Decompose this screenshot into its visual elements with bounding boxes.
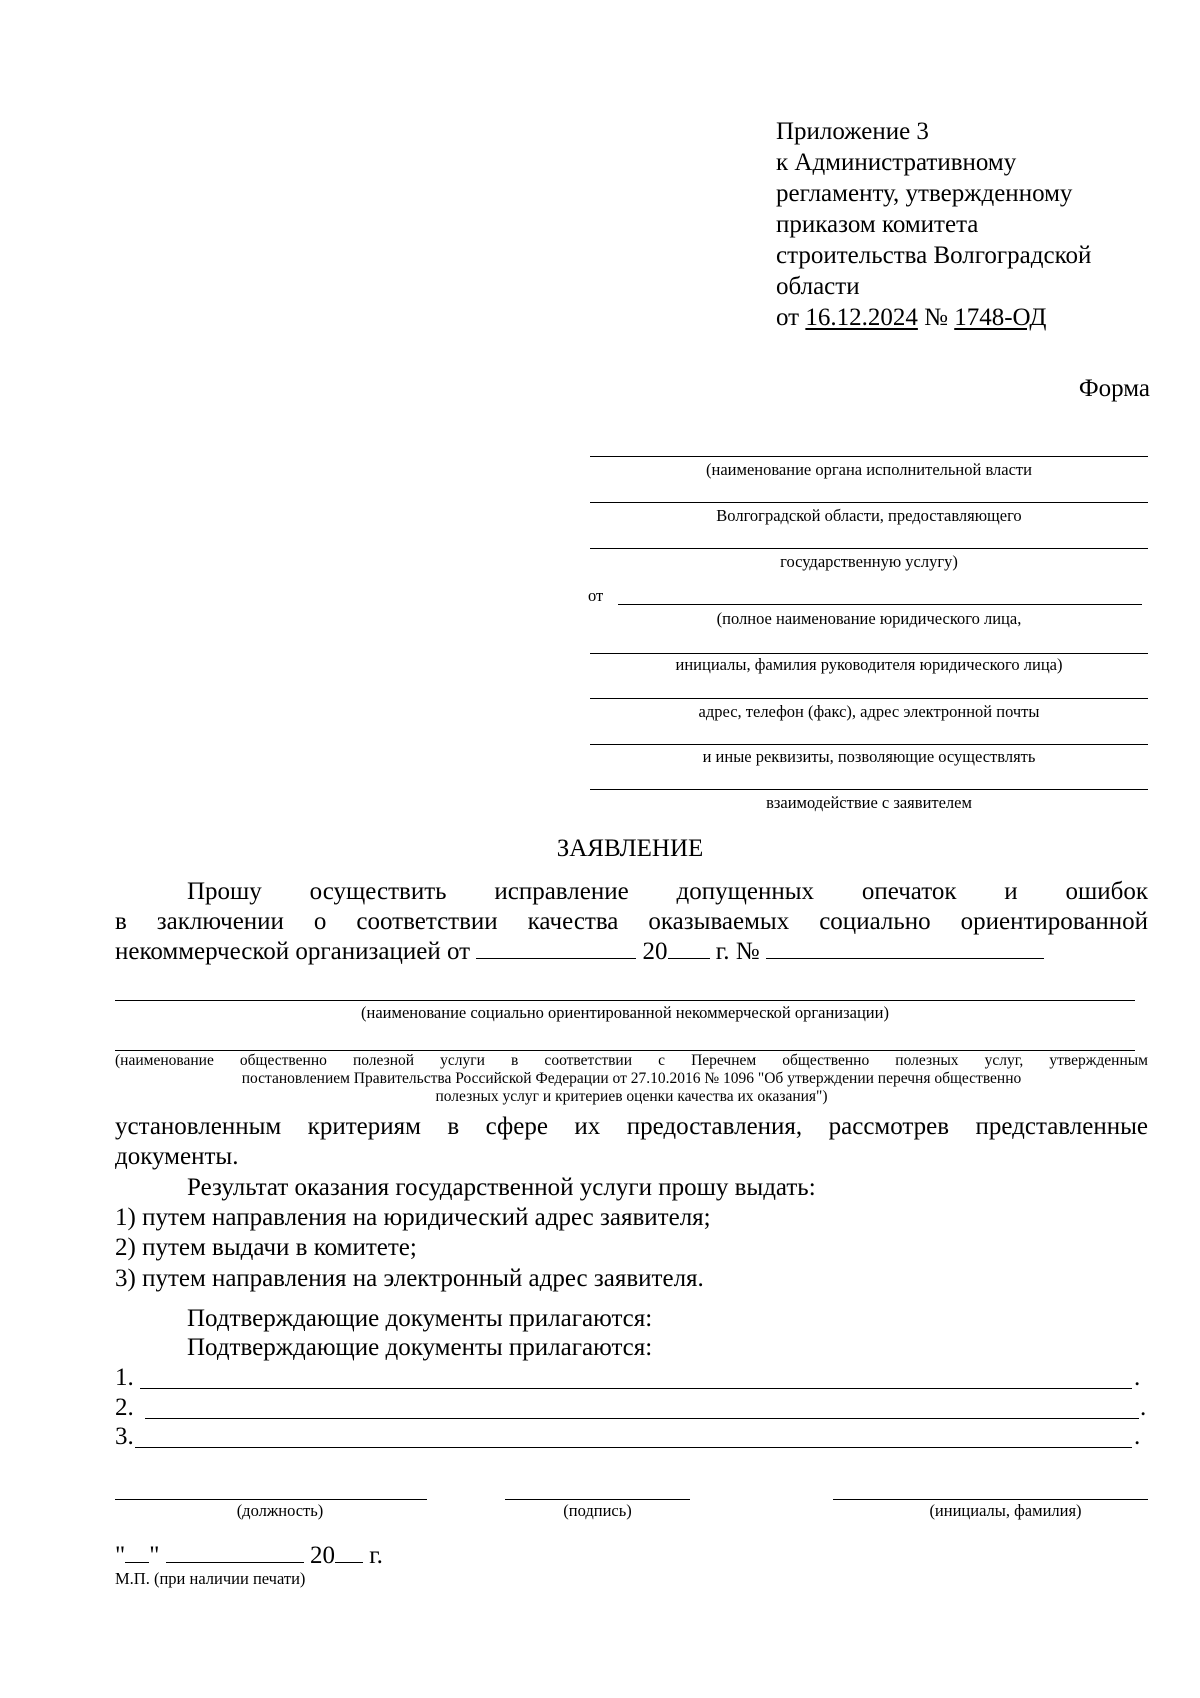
signature-caption: (подпись) [563,1501,632,1520]
addressee-from-label: от [588,586,604,605]
addressee-line [590,456,1148,457]
result-option: 3) путем направления на электронный адрес заявителя. [115,1265,704,1292]
addressee-line [590,789,1148,790]
body-text: некоммерческой организацией от [115,938,471,965]
docs-attached-heading: Подтверждающие документы прилагаются: [187,1305,653,1332]
month-blank[interactable] [166,1542,304,1563]
addressee-caption: Волгоградской области, предоставляющего [716,506,1022,525]
year-suffix: г. [369,1542,383,1569]
service-caption: (наименование общественно полезной услуги в соответствии с Перечнем общественно полезных услуг, утвержденным [115,1052,1148,1069]
doc-item-line[interactable] [135,1447,1132,1448]
service-caption: постановлением Правительства Российской Федерации от 27.10.2016 № 1096 "Об утверждении перечня общественно [241,1070,1022,1087]
result-option: 2) путем выдачи в комитете; [115,1234,417,1261]
org-name-caption: (наименование социально ориентированной некоммерческой организации) [361,1003,889,1022]
year-prefix: 20 [309,1542,335,1569]
appendix-date-line [776,302,1176,333]
signature-line[interactable] [505,1499,690,1500]
body-line: установленным критериям в сфере их предоставления, рассмотрев представленные [115,1113,1148,1140]
appendix-line: приказом комитета [776,211,979,238]
doc-item-line[interactable] [145,1418,1139,1419]
body-line: Прошу осуществить исправление допущенных опечаток и ошибок [187,878,1148,905]
doc-item-number: 2. [115,1394,134,1421]
addressee-caption: (полное наименование юридического лица, [716,609,1022,628]
appendix-line: к Административному [776,149,1017,176]
appendix-number: 1748-ОД [954,304,1047,331]
year-prefix: 20 [642,938,668,965]
doc-item-end: . [1134,1423,1141,1450]
stamp-note: М.П. (при наличии печати) [115,1569,306,1588]
date-blank[interactable] [476,938,636,959]
addressee-line [590,698,1148,699]
quote-close: " [149,1542,160,1569]
form-label: Форма [1078,375,1150,402]
position-line[interactable] [115,1499,427,1500]
day-blank[interactable] [125,1542,149,1563]
signature-date [115,1540,383,1571]
addressee-caption: и иные реквизиты, позволяющие осуществлять [702,747,1036,766]
addressee-caption: взаимодействие с заявителем [766,793,972,812]
service-name-line [115,1050,1135,1051]
appendix-from: от [776,304,800,331]
addressee-caption: адрес, телефон (факс), адрес электронной почты [698,702,1040,721]
doc-item-end: . [1140,1394,1147,1421]
addressee-line [590,653,1148,654]
appendix-line: области [776,273,860,300]
addressee-line [590,744,1148,745]
addressee-caption: (наименование органа исполнительной власти [706,460,1032,479]
docs-attached-heading: Подтверждающие документы прилагаются: [187,1334,653,1361]
addressee-line [590,548,1148,549]
appendix-line: Приложение 3 [776,118,929,145]
addressee-line [618,604,1142,605]
document-title: ЗАЯВЛЕНИЕ [556,835,704,862]
body-line-with-blanks [115,936,1155,967]
position-caption: (должность) [236,1501,324,1520]
appendix-line: регламенту, утвержденному [776,180,1073,207]
doc-item-end: . [1134,1364,1141,1391]
result-intro: Результат оказания государственной услуги прошу выдать: [187,1174,816,1201]
year-blank[interactable] [335,1542,363,1563]
result-option: 1) путем направления на юридический адрес заявителя; [115,1204,711,1231]
number-blank[interactable] [766,938,1044,959]
appendix-number-sign: № [924,304,948,331]
doc-item-number: 1. [115,1364,134,1391]
addressee-caption: инициалы, фамилия руководителя юридического лица) [675,655,1063,674]
appendix-block [776,116,1176,333]
doc-item-number: 3. [115,1423,134,1450]
year-blank[interactable] [668,938,710,959]
number-label: г. № [715,938,760,965]
body-line: документы. [115,1143,239,1170]
addressee-line [590,502,1148,503]
org-name-line [115,1000,1135,1001]
addressee-caption: государственную услугу) [780,552,958,571]
appendix-date: 16.12.2024 [805,304,918,331]
appendix-line: строительства Волгоградской [776,242,1092,269]
name-caption: (инициалы, фамилия) [929,1501,1082,1520]
service-caption: полезных услуг и критериев оценки качества их оказания") [435,1088,828,1105]
quote-open: " [115,1542,126,1569]
body-line: в заключении о соответствии качества оказываемых социально ориентированной [115,908,1148,935]
name-line[interactable] [833,1499,1148,1500]
doc-item-line[interactable] [140,1388,1132,1389]
